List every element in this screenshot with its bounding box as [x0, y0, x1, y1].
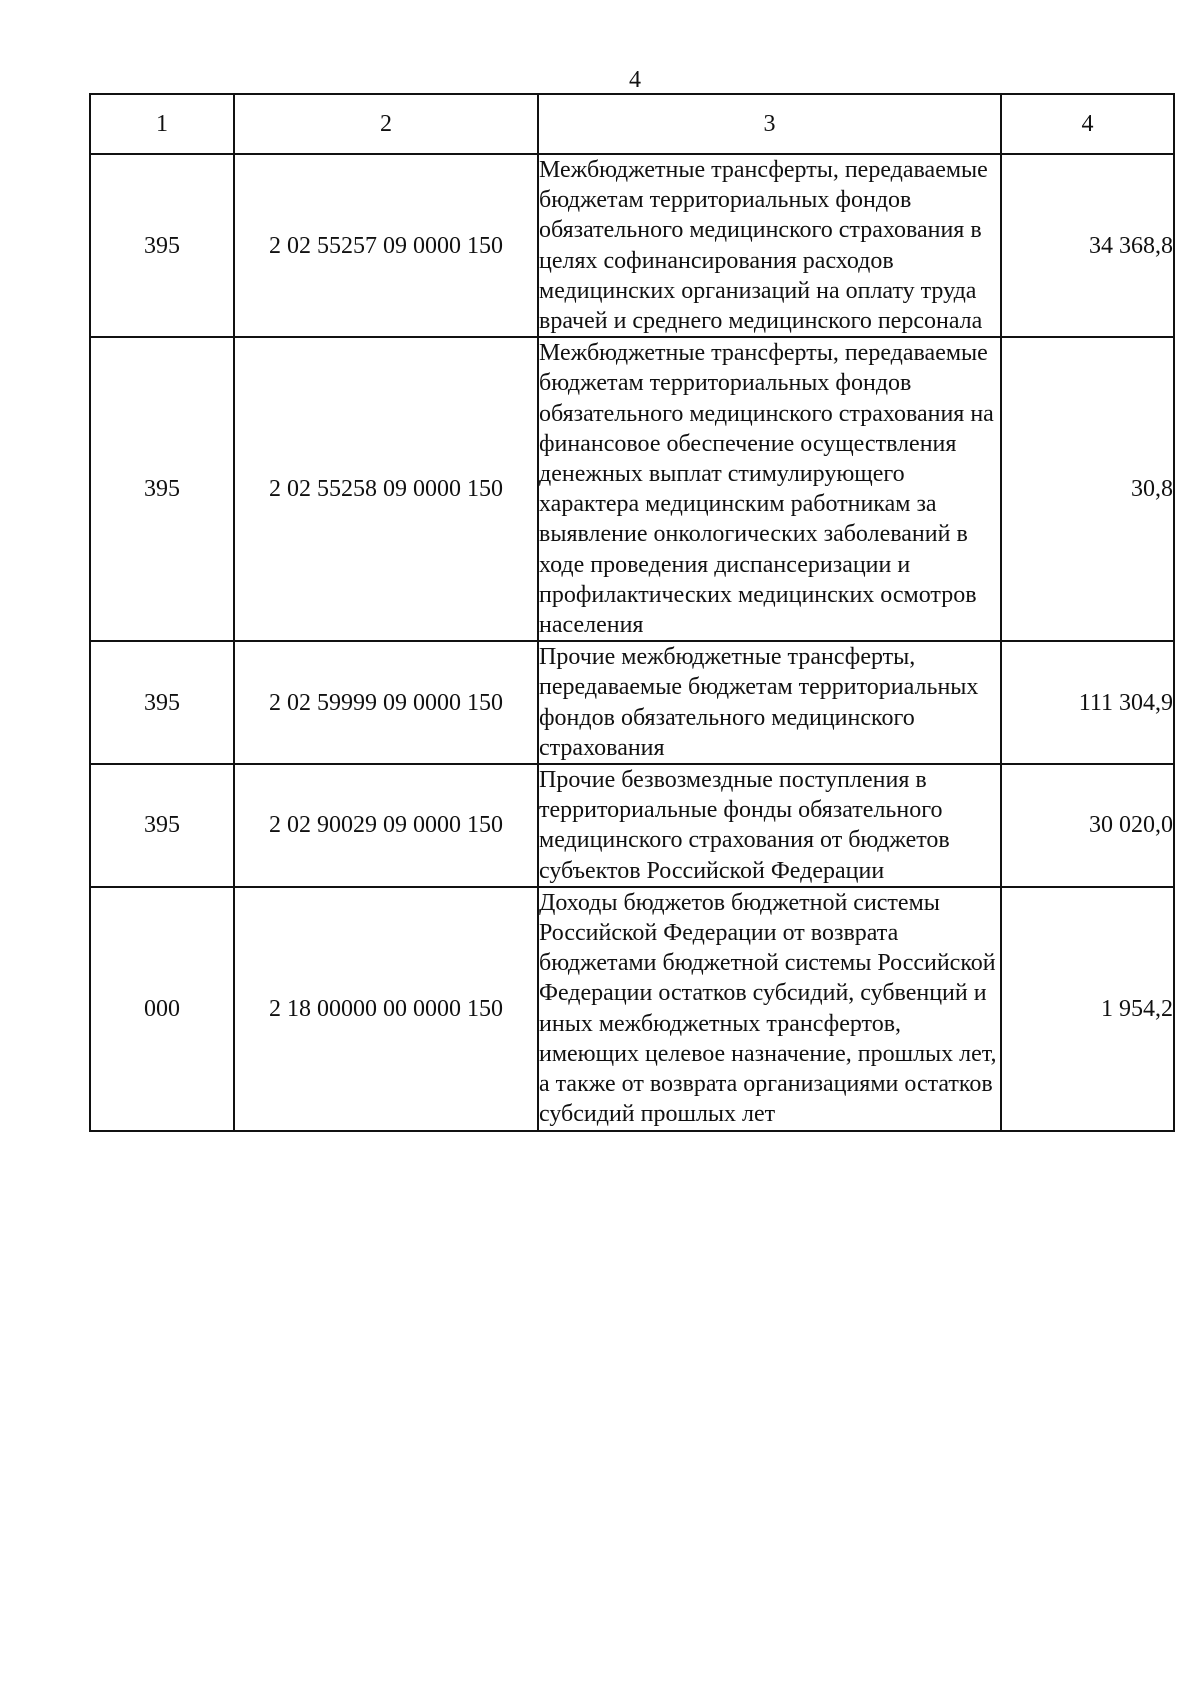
header-cell-2: 2: [234, 94, 538, 154]
amount-cell: 111 304,9: [1001, 641, 1174, 764]
admin-code-cell: 395: [90, 641, 234, 764]
admin-code-cell: 395: [90, 764, 234, 887]
description-cell: Доходы бюджетов бюджетной системы Российской Федерации от возврата бюджетами бюджетной системы Российской Федерации остатков субсидий, субвенций и иных межбюджетных трансфертов, имеющих целевое назначение, прошлых лет, а также от возврата организациями остатков субсидий прошлых лет: [538, 887, 1001, 1131]
kbk-code-cell: 2 02 90029 09 0000 150: [234, 764, 538, 887]
amount-cell: 34 368,8: [1001, 154, 1174, 337]
table-row: [90, 764, 1174, 887]
amount-cell: 30 020,0: [1001, 764, 1174, 887]
admin-code-cell: 395: [90, 337, 234, 641]
page-number: 4: [629, 67, 641, 93]
table-row: [90, 641, 1174, 764]
table-row: [90, 887, 1174, 1131]
kbk-code-cell: 2 02 59999 09 0000 150: [234, 641, 538, 764]
amount-cell: 30,8: [1001, 337, 1174, 641]
amount-cell: 1 954,2: [1001, 887, 1174, 1131]
description-cell: Прочие безвозмездные поступления в территориальные фонды обязательного медицинского страхования от бюджетов субъектов Российской Федерации: [538, 764, 1001, 887]
table-row: [90, 337, 1174, 641]
kbk-code-cell: 2 02 55257 09 0000 150: [234, 154, 538, 337]
admin-code-cell: 000: [90, 887, 234, 1131]
header-row: [90, 94, 1174, 154]
header-cell-4: 4: [1001, 94, 1174, 154]
kbk-code-cell: 2 18 00000 00 0000 150: [234, 887, 538, 1131]
header-cell-3: 3: [538, 94, 1001, 154]
table-row: [90, 154, 1174, 337]
admin-code-cell: 395: [90, 154, 234, 337]
header-cell-1: 1: [90, 94, 234, 154]
budget-table: [89, 93, 1175, 1132]
description-cell: Межбюджетные трансферты, передаваемые бюджетам территориальных фондов обязательного медицинского страхования в целях софинансирования расходов медицинских организаций на оплату труда врачей и среднего медицинского персонала: [538, 154, 1001, 337]
description-cell: Межбюджетные трансферты, передаваемые бюджетам территориальных фондов обязательного медицинского страхования на финансовое обеспечение осуществления денежных выплат стимулирующего характера медицинским работникам за выявление онкологических заболеваний в ходе проведения диспансеризации и профилактических медицинских осмотров населения: [538, 337, 1001, 641]
kbk-code-cell: 2 02 55258 09 0000 150: [234, 337, 538, 641]
description-cell: Прочие межбюджетные трансферты, передаваемые бюджетам территориальных фондов обязательного медицинского страхования: [538, 641, 1001, 764]
